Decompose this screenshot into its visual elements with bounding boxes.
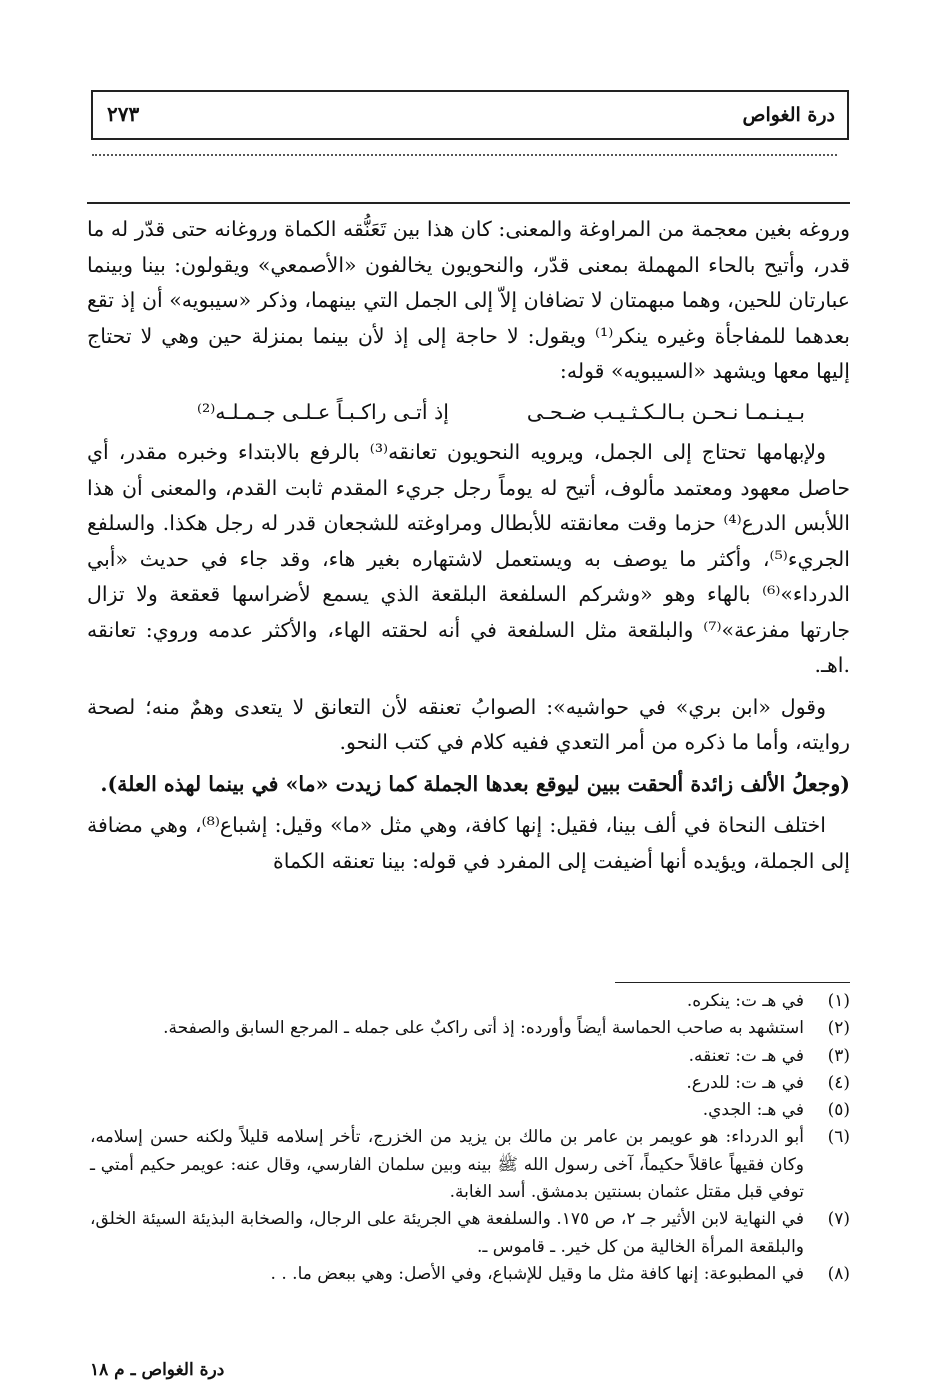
footnote <box>90 988 850 1015</box>
footnote-text: في النهاية لابن الأثير جـ ٢، ص ١٧٥. والسلفعة هي الجريئة على الرجال، والصخابة البذيئة السيئة الخلق، والبلقعة المرأة الخالية من كل خير. ـ قاموس ـ. <box>90 1209 805 1257</box>
verse-first-hemistich: بـيـنـمـا نـحـن بـالـكـثـيـب ضـحـى <box>526 399 805 424</box>
footnote <box>90 1015 850 1042</box>
footnote-text: استشهد به صاحب الحماسة أيضاً وأورده: إذ أتى راكبٌ على جمله ـ المرجع السابق والصفحة. <box>163 1018 804 1039</box>
top-rule <box>87 202 850 204</box>
footnote-number: (٨) <box>827 1263 850 1284</box>
footnote <box>90 1261 850 1288</box>
paragraph-5: اختلف النحاة في ألف بينا، فقيل: إنها كافة، وهي مثل «ما» وقيل: إشباع⁽⁸⁾، وهي مضافة إلى الجملة، ويؤيده أنها أضيفت إلى المفرد في قوله: بينا تعنقه الكماة <box>87 813 850 873</box>
footnote-number: (٤) <box>827 1072 850 1093</box>
dotted-separator <box>92 154 837 158</box>
header-title: درة الغواص <box>742 104 835 126</box>
footnote-number: (٧) <box>827 1209 850 1230</box>
footnote-text: في هـ: الجدي. <box>702 1100 804 1121</box>
paragraph-2: ولإبهامها تحتاج إلى الجمل، ويرويه النحويون تعانقه⁽³⁾ بالرفع بالابتداء وخبره مقدر، أي حاصل معهود ومعتمد مألوف، أتيح له يوماً رجل جريء المقدم ثابت القدم، والمعنى أن هذا اللأبس الدرع⁽⁴⁾ حزما وقت معانقته للأبطال ومراوغته للشجعان قدر له رجل هكذا. والسلفع الجريء⁽⁵⁾، وأكثر ما يوصف به ويستعمل لاشتهاره بغير هاء، وقد جاء في حديث «أبي الدرداء»⁽⁶⁾ بالهاء وهو «وشركم السلفعة البلقعة الذي يسمع لأضراسها قعقعة ولا تزال جارتها مفزعة»⁽⁷⁾ والبلقعة مثل السلفعة في أنه لحقته الهاء، والأكثر عدمه وروي: تعانقه .اهـ. <box>87 440 850 677</box>
footnote-text: في هـ ت: للدرع. <box>686 1072 804 1093</box>
running-header <box>91 90 849 140</box>
page-number: ٢٧٣ <box>107 102 140 126</box>
footnote-number: (٥) <box>827 1100 850 1121</box>
footnote-number: (١) <box>827 991 850 1011</box>
footnote-number: (٣) <box>827 1045 850 1066</box>
footnote-text: أبو الدرداء: هو عويمر بن عامر بن مالك بن يزيد من الخزرج، تأخر إسلامه قليلاً ولكنه حسن إسلامه، وكان فقيهاً عاقلاً حكيماً، آخى رسول الله ﷺ بينه وبين سلمان الفارسي، وقال عنه: عويمر حكيم أمتي ـ توفي قبل مقتل عثمان بسنتين بدمشق. أسد الغابة. <box>90 1127 804 1203</box>
footnote <box>90 1097 850 1124</box>
footnote-rule <box>615 982 850 983</box>
footnote-number: (٦) <box>827 1127 850 1148</box>
footnote-text: في المطبوعة: إنها كافة مثل ما وقيل للإشباع، وفي الأصل: وهي ببعض ما. . . <box>270 1263 804 1284</box>
footnote <box>90 1070 850 1097</box>
footnote-text: في هـ ت: ينكره. <box>686 991 804 1011</box>
verse-second-hemistich: إذ أتـى راكـبـاً عـلـى جـمـلـه⁽²⁾ <box>197 399 449 424</box>
footnote <box>90 1043 850 1070</box>
quoted-text: (وجعلُ الألف زائدة ألحقت ببين ليوقع بعدها الجملة كما زيدت «ما» في بينما لهذه العلة). <box>100 771 850 796</box>
main-text <box>87 212 850 879</box>
paragraph-1: وروغه بغين معجمة من المراوغة والمعنى: كان هذا بين تَعَنُّقه الكماة وروغانه حتى قدّر له ما قدر، وأتيح بالحاء المهملة بمعنى قدّر، والنحويون يخالفون «الأصمعي» ويقولون: بينا وبينما عبارتان للحين، وهما مبهمتان لا تضافان إلاّ إلى الجمل التي بينهما، وذكر «سيبويه» أن إذ تقع بعدهما للمفاجأة وغيره ينكر⁽¹⁾ ويقول: لا حاجة إلى إذ لأن بينما بمنزلة حين وهي لا تحتاج إليها معها ويشهد «السيبويه» قوله: <box>87 217 851 383</box>
signature-mark: درة الغواص ـ م ١٨ <box>90 1360 225 1380</box>
footnote <box>90 1206 850 1261</box>
paragraph-3: وقول «ابن بري» في حواشيه»: الصوابُ تعنقه لأن التعانق لا يتعدى وهمٌ منه؛ لصحة روايته، وأما ما ذكره من أمر التعدي ففيه كلام في كتب النحو. <box>87 694 850 754</box>
footnote-number: (٢) <box>827 1018 850 1039</box>
footnote <box>90 1124 850 1206</box>
footnotes <box>90 988 850 1288</box>
verse <box>87 390 850 436</box>
footnote-text: في هـ ت: تعنقه. <box>688 1045 804 1066</box>
